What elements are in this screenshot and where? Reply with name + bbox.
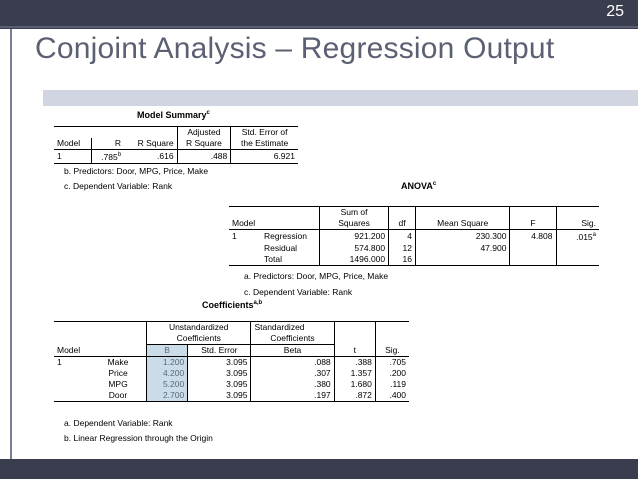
- slide-top-bar: [0, 0, 638, 29]
- ms-header-se-1: Std. Error of: [231, 127, 298, 139]
- model-summary-table: [54, 126, 298, 164]
- anova-cell-df: 4: [389, 230, 416, 243]
- anova-note-2: c. Dependent Variable: Rank: [244, 287, 353, 297]
- coef-cell-b: 1.200: [147, 357, 188, 369]
- anova-note-1: a. Predictors: Door, MPG, Price, Make: [244, 271, 389, 281]
- anova-header-ms: Mean Square: [415, 218, 510, 230]
- coef-cell-se: 3.095: [188, 379, 251, 390]
- coef-cell-t: 1.357: [334, 368, 375, 379]
- ms-note-1: b. Predictors: Door, MPG, Price, Make: [64, 166, 209, 176]
- coef-cell-se: 3.095: [188, 357, 251, 369]
- coef-cell-beta: .088: [251, 357, 334, 369]
- anova-cell-ms: 47.900: [415, 243, 510, 254]
- coef-cell-sig: .400: [375, 390, 409, 402]
- coef-header-unstd-1: Unstandardized: [147, 322, 251, 334]
- coef-header-b: B: [147, 345, 188, 357]
- coef-header-beta: Beta: [251, 345, 334, 357]
- ms-cell-rsq: .616: [124, 150, 177, 164]
- coef-note-2: b. Linear Regression through the Origin: [64, 433, 213, 443]
- coef-cell-sig: .705: [375, 357, 409, 369]
- title-underline-band: [43, 90, 638, 106]
- ms-header-r: R: [91, 138, 124, 150]
- coef-cell-t: .872: [334, 390, 375, 402]
- anova-cell-sig: [556, 254, 599, 266]
- anova-table: [229, 206, 599, 266]
- anova-header-model: Model: [229, 218, 261, 230]
- anova-model-num: 1: [232, 230, 237, 241]
- coef-header-std-1: Standardized: [251, 322, 334, 334]
- anova-row-label: Regression: [261, 230, 320, 243]
- anova-cell-ms: 230.300: [415, 230, 510, 243]
- anova-row-label: Residual: [261, 243, 320, 254]
- coef-header-t: t: [334, 345, 375, 357]
- ms-cell-model: 1: [54, 150, 91, 164]
- coef-header-unstd-2: Coefficients: [147, 333, 251, 345]
- anova-header-ss-1: Sum of: [320, 207, 389, 219]
- model-summary-caption: Model Summary$^c$: [137, 110, 210, 120]
- ms-header-se-2: the Estimate: [231, 138, 298, 150]
- coef-cell-b: 4.200: [147, 368, 188, 379]
- top-bar-line: [0, 26, 638, 28]
- ms-header-adj-2: R Square: [177, 138, 231, 150]
- anova-header-df: df: [389, 218, 416, 230]
- slide-number: 25: [606, 3, 624, 20]
- coef-cell-beta: .197: [251, 390, 334, 402]
- coef-cell-beta: .380: [251, 379, 334, 390]
- ms-cell-se: 6.921: [231, 150, 298, 164]
- anova-cell-ss: 574.800: [354, 242, 386, 253]
- ms-note-2: c. Dependent Variable: Rank: [64, 181, 173, 191]
- anova-cell-df: 12: [389, 243, 416, 254]
- coefficients-caption: Coefficients$^{a,b}$: [202, 300, 263, 310]
- anova-cell-f: [510, 243, 556, 254]
- coef-cell-b: 5.200: [147, 379, 188, 390]
- coef-cell-t: .388: [334, 357, 375, 369]
- anova-cell-ss: 1496.000: [320, 254, 389, 266]
- coef-row-label: Door: [90, 390, 147, 402]
- coef-model-num: 1: [57, 357, 62, 367]
- anova-header-ss-2: Squares: [320, 218, 389, 230]
- anova-cell-f: 4.808: [510, 230, 556, 243]
- anova-caption: ANOVA$^c$: [401, 181, 437, 191]
- coefficients-table: [54, 321, 409, 402]
- coef-row-label: Price: [90, 368, 147, 379]
- coef-cell-b: 2.700: [147, 390, 188, 402]
- slide-title: Conjoint Analysis – Regression Output: [35, 32, 555, 65]
- anova-cell-df: 16: [389, 254, 416, 266]
- coef-header-sig: Sig.: [375, 345, 409, 357]
- coef-cell-se: 3.095: [188, 390, 251, 402]
- anova-row-label: Total: [261, 254, 320, 266]
- coef-row-label: Make: [90, 357, 147, 369]
- anova-header-sig: Sig.: [556, 218, 599, 230]
- coef-cell-sig: .200: [375, 368, 409, 379]
- coef-note-1: a. Dependent Variable: Rank: [64, 418, 173, 428]
- coef-cell-se: 3.095: [188, 368, 251, 379]
- coef-cell-t: 1.680: [334, 379, 375, 390]
- coef-row-label: MPG: [90, 379, 147, 390]
- anova-cell-sig: .015$^a$: [556, 230, 599, 243]
- coef-header-model: Model: [54, 345, 90, 357]
- anova-header-f: F: [510, 218, 556, 230]
- coef-header-se: Std. Error: [188, 345, 251, 357]
- anova-cell-ms: [415, 254, 510, 266]
- slide-bottom-bar: [0, 459, 638, 479]
- coef-header-std-2: Coefficients: [251, 333, 334, 345]
- slide-left-rule: [10, 29, 12, 459]
- anova-cell-sig: [556, 243, 599, 254]
- anova-cell-f: [510, 254, 556, 266]
- coef-cell-beta: .307: [251, 368, 334, 379]
- ms-empty-head: [54, 127, 91, 139]
- anova-cell-ss: 921.200: [354, 230, 386, 241]
- ms-header-model: Model: [54, 138, 91, 150]
- ms-cell-r: .785$^b$: [91, 150, 124, 164]
- ms-header-adj-1: Adjusted: [177, 127, 231, 139]
- coef-cell-sig: .119: [375, 379, 409, 390]
- ms-header-rsq: R Square: [124, 138, 177, 150]
- ms-cell-adj: .488: [177, 150, 231, 164]
